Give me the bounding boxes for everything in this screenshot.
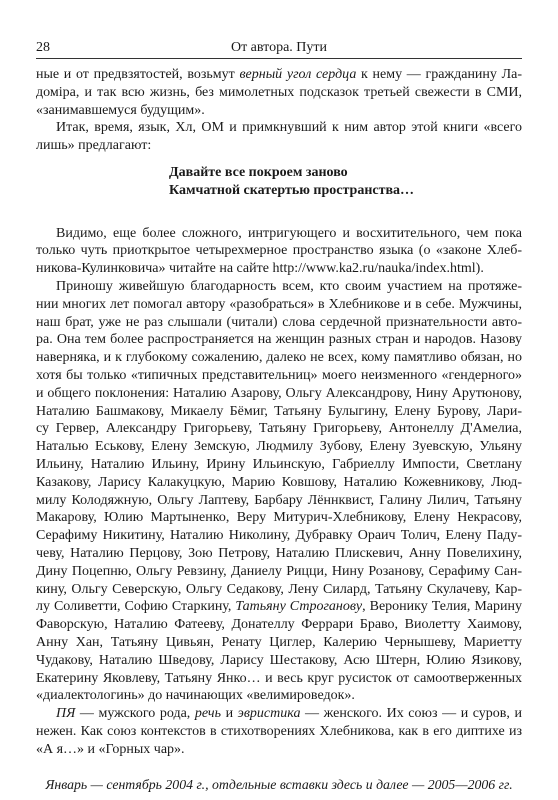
text-line: Фаворскую, Наталию Фатееву, Донателлу Феррари Браво, Виолетту Хаимову, bbox=[36, 617, 522, 633]
text-line: ные и от предвзятостей, возьмут верный угол сердца к нему — гражданину Ла- bbox=[36, 67, 522, 82]
text-line: Екатерину Яковлеву, Татьяну Янко… и весь круг русисток от самоотверженных bbox=[36, 670, 522, 686]
text-line: и общего поклонения: Наталию Азарову, Ольгу Александрову, Нину Арутюнову, bbox=[36, 385, 522, 401]
text-line: хотя бы только «типичных представительниц» моего неизменного «гендерного» bbox=[36, 367, 522, 383]
page-body bbox=[36, 66, 522, 794]
emphasis: речь bbox=[194, 706, 221, 722]
text-line: Чудакову, Наталию Шведову, Ларису Шестакову, Асю Штерн, Юлию Язикову, bbox=[36, 652, 522, 668]
text-line: чеву, Наталию Перцову, Зою Петрову, Наталию Плискевич, Анну Повелихину, bbox=[36, 545, 522, 561]
text-line: «А я…» и «Горных чар». bbox=[36, 741, 185, 757]
text-line: только чуть приоткрытое четырехмерное пространство языка (о «законе Хлеб- bbox=[36, 243, 522, 259]
text-line: милу Колодяжную, Ольгу Лаптеву, Барбару Лённквист, Галину Лилич, Татьяну bbox=[36, 492, 522, 508]
text-line: су Гервер, Александру Григорьеву, Татьяну Григорьеву, Антонеллу Д'Амелиа, bbox=[36, 421, 522, 437]
text-line: Дину Поцепню, Ольгу Ревзину, Даниелу Рицци, Нину Розанову, Серафиму Сан- bbox=[36, 563, 522, 579]
dateline: Январь — сентябрь 2004 г., отдельные вставки здесь и далее — 2005—2006 гг. bbox=[45, 777, 513, 793]
text-line: Казакову, Ларису Калакуцкую, Марию Ковшову, Наталию Кожевникову, Люд- bbox=[36, 474, 522, 490]
text-line: Итак, время, язык, Хл, ОМ и примкнувший к ним автор этой книги «всего bbox=[56, 120, 522, 136]
text-line: Видимо, еще более сложного, интригующего и восхитительного, чем пока bbox=[56, 225, 522, 241]
paragraph-gender bbox=[36, 705, 522, 758]
emphasis: Татьяну Строганову bbox=[235, 599, 363, 615]
emphasis: эвристика bbox=[237, 706, 301, 722]
text-line: Серафиму Никитину, Наталию Николину, Дубравку Ораич Толич, Елену Паду- bbox=[36, 528, 522, 544]
paragraph-intro bbox=[36, 119, 522, 155]
text-line: лу Соливетти, Софию Старкину, Татьяну Строганову, Веронику Телия, Марину bbox=[36, 599, 522, 615]
paragraph-acknowledgements bbox=[36, 278, 522, 705]
running-title: От автора. Пути bbox=[230, 40, 328, 55]
epigraph-line: Камчатной скатертью пространства… bbox=[169, 182, 415, 198]
text-line: Наталию Башмакову, Микаелу Бёмиг, Татьяну Булыгину, Елену Бурову, Лари- bbox=[36, 403, 522, 419]
text-line: Анну Хан, Татьяну Цивьян, Ренату Циглер, Калерию Чернышеву, Мариетту bbox=[36, 634, 522, 650]
text-line: Приношу живейшую благодарность всем, кто своим участием на протяже- bbox=[56, 278, 522, 294]
emphasis: верный угол сердца bbox=[239, 67, 357, 82]
text-line: нии многих лет помогал автору «разобраться» в Хлебникове и в себе. Мужчины, bbox=[36, 296, 522, 312]
text-line: наверняка, и к глубокому сожалению, далеко не всех, кому памятливо обязан, но bbox=[36, 350, 522, 366]
text-line: ПЯ — мужского рода, речь и эвристика — женского. Их союз — и суров, и bbox=[56, 706, 522, 722]
text-line: Макарову, Юлию Мартыненко, Веру Митурич-Хлебникову, Елену Некрасову, bbox=[36, 510, 522, 526]
paragraph-space bbox=[36, 225, 522, 278]
book-page bbox=[36, 38, 522, 794]
text-line: Наталью Еськову, Елену Земскую, Людмилу Зубову, Елену Зуевскую, Ульяну bbox=[36, 439, 522, 455]
paragraph-continuation bbox=[36, 66, 522, 119]
epigraph-line: Давайте все покроем заново bbox=[169, 164, 348, 180]
text-line: наш брат, уже не раз слышали (читали) слова сердечной признательности авто- bbox=[36, 314, 522, 330]
text-line: кину, Ольгу Северскую, Ольгу Седакову, Лену Силард, Татьяну Скулачеву, Кар- bbox=[36, 581, 522, 597]
text-line: лишь» предлагают: bbox=[36, 138, 152, 154]
text-line: Ильину, Наталию Ильину, Ирину Ильинскую, Габриеллу Импости, Светлану bbox=[36, 456, 522, 472]
emphasis: ПЯ bbox=[56, 706, 76, 722]
text-line: доміра, и так всю жизнь, без мимолетных подсказок третьей свежести в СМИ, bbox=[36, 84, 522, 100]
text-line: «занимавшемуся будущим». bbox=[36, 102, 205, 118]
epigraph-quote bbox=[36, 164, 522, 200]
text-line: никова-Кулинковича» читайте на сайте http://www.ka2.ru/nauka/index.html). bbox=[36, 261, 484, 277]
text-line: нежен. Как союз контекстов в стихотворениях Хлебникова, как в его диптихе из bbox=[36, 723, 522, 739]
page-header bbox=[36, 38, 522, 59]
text-line: «диалектологинь» до начинающих «велимироведок». bbox=[36, 688, 355, 704]
text-line: ра. Она тем более распространяется на женщин разных стран и народов. Назову bbox=[36, 332, 522, 348]
page-number: 28 bbox=[36, 40, 50, 55]
